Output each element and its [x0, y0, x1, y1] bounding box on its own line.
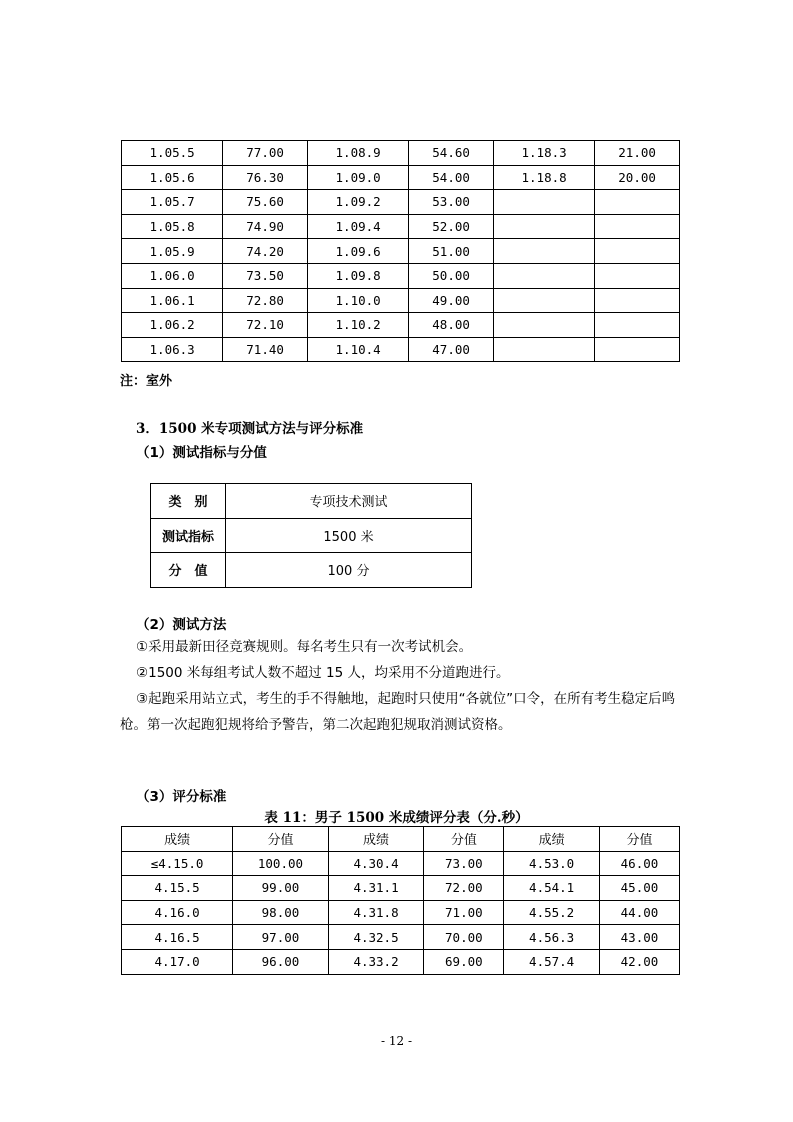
subsection-scoring-standard: （3）评分标准 — [136, 789, 227, 805]
method-item-2: ②1500 米每组考试人数不超过 15 人，均采用不分道跑进行。 — [136, 665, 510, 681]
result-cell: 1.09.6 — [307, 239, 408, 264]
table-row — [122, 949, 680, 974]
method-item-3: ③起跑采用站立式，考生的手不得触地，起跑时只使用“各就位”口令，在所有考生稳定后鸣枪。第一次起跑犯规将给予警告，第二次起跑犯规取消测试资格。 — [120, 691, 676, 733]
table-row — [151, 484, 472, 519]
result-cell: 1.09.8 — [307, 263, 408, 288]
result-cell — [493, 263, 594, 288]
result-cell: 4.31.1 — [328, 876, 424, 901]
score-cell: 52.00 — [409, 214, 494, 239]
result-cell: 1.10.4 — [307, 337, 408, 362]
score-cell: 21.00 — [595, 141, 680, 166]
score-cell — [595, 190, 680, 215]
score-cell: 54.60 — [409, 141, 494, 166]
result-cell: 1.09.4 — [307, 214, 408, 239]
result-cell — [493, 214, 594, 239]
table-row — [122, 239, 680, 264]
result-cell: 4.53.0 — [504, 851, 600, 876]
table-row — [122, 214, 680, 239]
row-label: 测试指标 — [151, 518, 226, 553]
page-number: - 12 - — [380, 1034, 412, 1048]
row-label: 类 别 — [151, 484, 226, 519]
subsection-test-items: （1）测试指标与分值 — [136, 445, 267, 461]
score-cell: 20.00 — [595, 165, 680, 190]
score-cell: 71.40 — [223, 337, 308, 362]
column-header: 分值 — [599, 827, 679, 852]
result-cell: 1.08.9 — [307, 141, 408, 166]
column-header: 成绩 — [504, 827, 600, 852]
result-cell: 1.05.9 — [122, 239, 223, 264]
result-cell: 4.56.3 — [504, 925, 600, 950]
row-value: 1500 米 — [226, 518, 472, 553]
score-cell: 45.00 — [599, 876, 679, 901]
table-row — [122, 141, 680, 166]
table-row — [122, 900, 680, 925]
score-cell — [595, 337, 680, 362]
score-cell: 100.00 — [233, 851, 329, 876]
scoring-table-1500m — [121, 826, 680, 975]
result-cell: 4.33.2 — [328, 949, 424, 974]
score-cell: 73.50 — [223, 263, 308, 288]
result-cell: 1.05.7 — [122, 190, 223, 215]
result-cell: 1.06.1 — [122, 288, 223, 313]
table-row — [122, 925, 680, 950]
result-cell: 4.31.8 — [328, 900, 424, 925]
result-cell: 1.10.0 — [307, 288, 408, 313]
result-cell: 4.17.0 — [122, 949, 233, 974]
score-cell: 48.00 — [409, 313, 494, 338]
score-cell: 47.00 — [409, 337, 494, 362]
column-header: 成绩 — [328, 827, 424, 852]
score-cell: 72.10 — [223, 313, 308, 338]
table-row — [122, 190, 680, 215]
result-cell — [493, 337, 594, 362]
result-cell: 1.06.2 — [122, 313, 223, 338]
result-cell: 1.06.0 — [122, 263, 223, 288]
column-header: 分值 — [233, 827, 329, 852]
score-cell: 72.80 — [223, 288, 308, 313]
score-cell: 43.00 — [599, 925, 679, 950]
result-cell: 4.32.5 — [328, 925, 424, 950]
score-cell: 77.00 — [223, 141, 308, 166]
result-cell: 4.57.4 — [504, 949, 600, 974]
table-row — [122, 288, 680, 313]
score-cell: 69.00 — [424, 949, 504, 974]
section-title: 3．1500 米专项测试方法与评分标准 — [136, 421, 364, 437]
table-row — [151, 518, 472, 553]
table-row — [122, 337, 680, 362]
score-cell: 51.00 — [409, 239, 494, 264]
score-cell — [595, 239, 680, 264]
result-cell: 4.30.4 — [328, 851, 424, 876]
result-cell: ≤4.15.0 — [122, 851, 233, 876]
table-row — [122, 165, 680, 190]
result-cell: 1.05.8 — [122, 214, 223, 239]
score-cell: 74.90 — [223, 214, 308, 239]
result-cell: 1.05.6 — [122, 165, 223, 190]
score-cell: 42.00 — [599, 949, 679, 974]
table-caption: 表 11：男子 1500 米成绩评分表（分.秒） — [264, 810, 529, 826]
score-cell: 54.00 — [409, 165, 494, 190]
score-cell: 53.00 — [409, 190, 494, 215]
scoring-table-continued — [121, 140, 680, 362]
score-cell: 99.00 — [233, 876, 329, 901]
score-cell: 70.00 — [424, 925, 504, 950]
score-cell: 49.00 — [409, 288, 494, 313]
table-note: 注：室外 — [120, 374, 173, 389]
score-cell — [595, 313, 680, 338]
score-cell: 97.00 — [233, 925, 329, 950]
result-cell: 4.54.1 — [504, 876, 600, 901]
subsection-test-method: （2）测试方法 — [136, 617, 227, 633]
result-cell — [493, 288, 594, 313]
result-cell — [493, 239, 594, 264]
score-cell: 72.00 — [424, 876, 504, 901]
result-cell: 1.18.8 — [493, 165, 594, 190]
table-row — [122, 851, 680, 876]
test-items-table — [150, 483, 472, 588]
table-header-row — [122, 827, 680, 852]
result-cell — [493, 190, 594, 215]
result-cell: 4.16.5 — [122, 925, 233, 950]
score-cell: 96.00 — [233, 949, 329, 974]
score-cell — [595, 263, 680, 288]
score-cell — [595, 214, 680, 239]
score-cell: 73.00 — [424, 851, 504, 876]
result-cell — [493, 313, 594, 338]
row-label: 分 值 — [151, 553, 226, 588]
result-cell: 4.15.5 — [122, 876, 233, 901]
score-cell — [595, 288, 680, 313]
result-cell: 1.05.5 — [122, 141, 223, 166]
result-cell: 1.09.0 — [307, 165, 408, 190]
score-cell: 76.30 — [223, 165, 308, 190]
table-row — [122, 876, 680, 901]
column-header: 分值 — [424, 827, 504, 852]
score-cell: 74.20 — [223, 239, 308, 264]
result-cell: 4.16.0 — [122, 900, 233, 925]
score-cell: 50.00 — [409, 263, 494, 288]
score-cell: 44.00 — [599, 900, 679, 925]
table-row — [151, 553, 472, 588]
score-cell: 98.00 — [233, 900, 329, 925]
result-cell: 1.06.3 — [122, 337, 223, 362]
result-cell: 1.09.2 — [307, 190, 408, 215]
table-row — [122, 263, 680, 288]
table-row — [122, 313, 680, 338]
score-cell: 71.00 — [424, 900, 504, 925]
method-item-1: ①采用最新田径竞赛规则。每名考生只有一次考试机会。 — [136, 639, 473, 655]
score-cell: 75.60 — [223, 190, 308, 215]
result-cell: 1.10.2 — [307, 313, 408, 338]
column-header: 成绩 — [122, 827, 233, 852]
result-cell: 1.18.3 — [493, 141, 594, 166]
result-cell: 4.55.2 — [504, 900, 600, 925]
score-cell: 46.00 — [599, 851, 679, 876]
row-value: 专项技术测试 — [226, 484, 472, 519]
row-value: 100 分 — [226, 553, 472, 588]
